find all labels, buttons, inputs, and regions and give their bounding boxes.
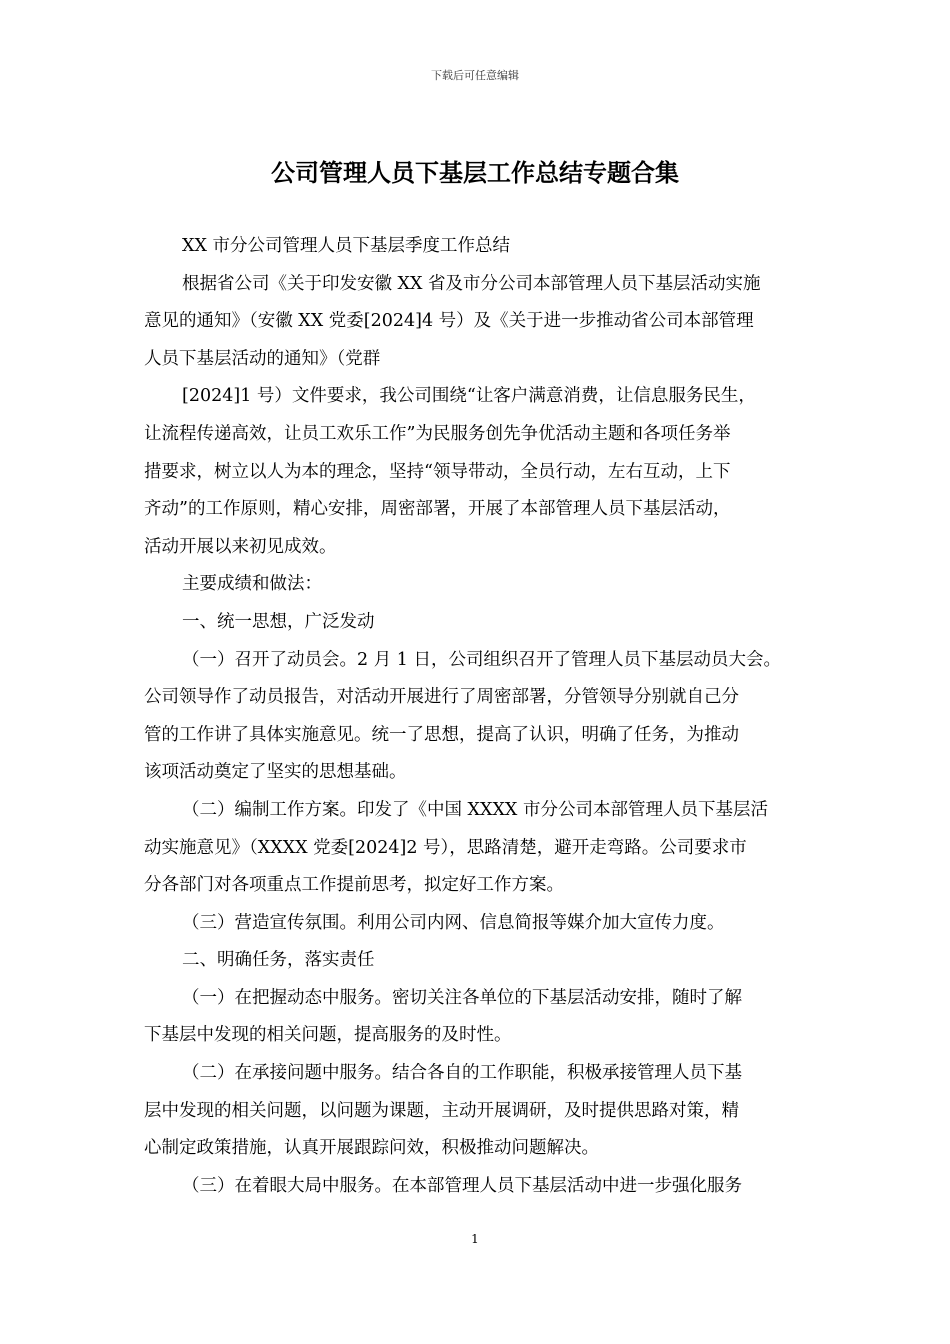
paragraph-line: （三）在着眼大局中服务。在本部管理人员下基层活动中进一步强化服务 — [182, 1175, 742, 1196]
paragraph-line: [2024]1 号）文件要求，我公司围绕“让客户满意消费，让信息服务民生， — [182, 386, 756, 407]
paragraph-line: 人员下基层活动的通知》（党群 — [144, 348, 381, 369]
paragraph-line: 让流程传递高效，让员工欢乐工作”为民服务创先争优活动主题和各项任务举 — [144, 423, 731, 444]
paragraph-line: 二、明确任务，落实责任 — [182, 950, 375, 971]
paragraph-line: 层中发现的相关问题，以问题为课题，主动开展调研，及时提供思路对策，精 — [144, 1100, 739, 1121]
paragraph-line: XX 市分公司管理人员下基层季度工作总结 — [182, 236, 510, 256]
paragraph-line: 公司领导作了动员报告，对活动开展进行了周密部署，分管领导分别就自己分 — [144, 687, 739, 708]
paragraph-line: 意见的通知》（安徽 XX 党委[2024]4 号）及《关于进一步推动省公司本部管理 — [144, 311, 754, 332]
page-header-note: 下载后可任意编辑 — [431, 69, 519, 82]
paragraph-line: （一）召开了动员会。2 月 1 日，公司组织召开了管理人员下基层动员大会。 — [182, 649, 781, 670]
paragraph-line: 动实施意见》（XXXX 党委[2024]2 号），思路清楚，避开走弯路。公司要求市 — [144, 837, 747, 858]
paragraph-line: （二）在承接问题中服务。结合各自的工作职能，积极承接管理人员下基 — [182, 1063, 742, 1084]
paragraph-line: 齐动”的工作原则，精心安排，周密部署，开展了本部管理人员下基层活动， — [144, 499, 731, 520]
paragraph-line: 心制定政策措施，认真开展跟踪问效，积极推动问题解决。 — [144, 1138, 599, 1159]
paragraph-line: （一）在把握动态中服务。密切关注各单位的下基层活动安排，随时了解 — [182, 987, 742, 1008]
document-body — [144, 228, 808, 1205]
paragraph-line: 分各部门对各项重点工作提前思考，拟定好工作方案。 — [144, 875, 564, 896]
page-number: 1 — [471, 1232, 479, 1246]
document-title: 公司管理人员下基层工作总结专题合集 — [271, 158, 679, 187]
paragraph-line: （二）编制工作方案。印发了《中国 XXXX 市分公司本部管理人员下基层活 — [182, 799, 768, 820]
paragraph-line: 主要成绩和做法： — [182, 574, 322, 595]
paragraph-line: 管的工作讲了具体实施意见。统一了思想，提高了认识，明确了任务，为推动 — [144, 724, 739, 745]
paragraph-line: （三）营造宣传氛围。利用公司内网、信息简报等媒介加大宣传力度。 — [182, 912, 725, 933]
paragraph-line: 活动开展以来初见成效。 — [144, 536, 337, 557]
paragraph-line: 一、统一思想，广泛发动 — [182, 611, 375, 632]
paragraph-line: 措要求，树立以人为本的理念，坚持“领导带动，全员行动，左右互动，上下 — [144, 461, 731, 482]
paragraph-line: 根据省公司《关于印发安徽 XX 省及市分公司本部管理人员下基层活动实施 — [182, 273, 761, 294]
paragraph-line: 下基层中发现的相关问题，提高服务的及时性。 — [144, 1025, 512, 1046]
paragraph-line: 该项活动奠定了坚实的思想基础。 — [144, 762, 407, 783]
